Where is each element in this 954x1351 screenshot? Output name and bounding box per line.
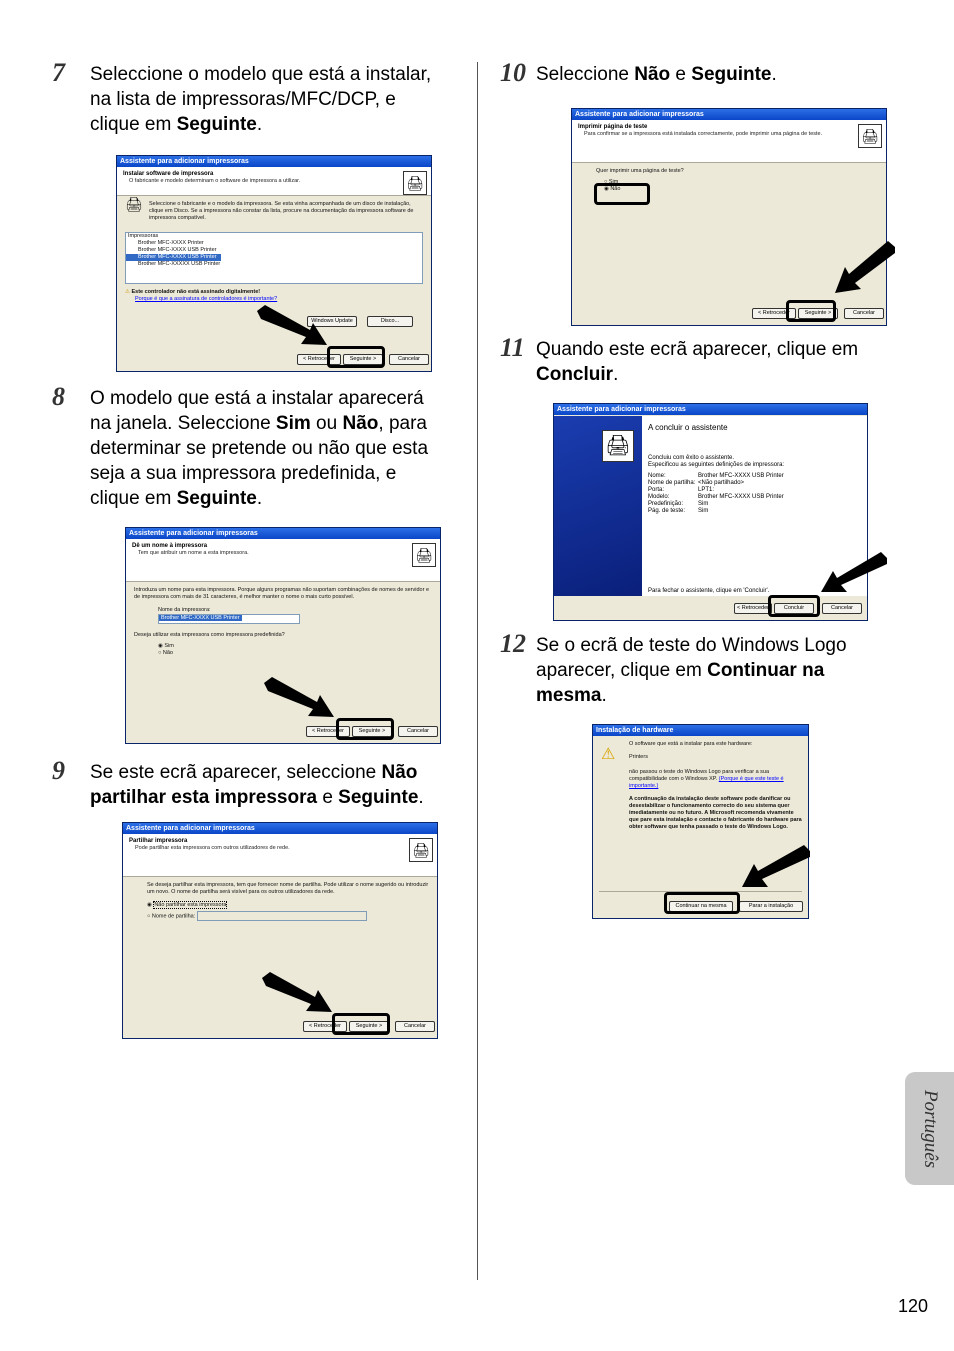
step-8-line-3: determinar se pretende ou não que esta	[90, 438, 429, 459]
text: , para	[378, 413, 427, 434]
dialog-header	[572, 120, 886, 163]
step-10-line-1	[536, 62, 936, 87]
step-7-text	[90, 62, 470, 137]
dialog-title: Assistente para adicionar impressoras	[554, 404, 867, 415]
warning-text: Este controlador não está assinado digitalmente!	[131, 289, 261, 295]
step-7-line-3	[90, 112, 470, 137]
list-item[interactable]: Brother MFC-XXXXX USB Printer	[138, 261, 221, 267]
step-7-line-2: na lista de impressoras/MFC/DCP, e	[90, 89, 396, 110]
dialog-title: Assistente para adicionar impressoras	[117, 156, 431, 167]
settings-row	[648, 487, 861, 494]
name-row	[134, 614, 432, 624]
text: .	[771, 64, 777, 85]
dialog-title: Assistente para adicionar impressoras	[123, 823, 437, 834]
step-8-number: 8	[52, 382, 65, 411]
printer-icon: 🖨	[409, 838, 433, 862]
logo-test-text	[629, 769, 802, 790]
step-9-number: 9	[52, 756, 65, 785]
step-12-line-1: Se o ecrã de teste do Windows Logo	[536, 635, 847, 656]
name-label: Nome da impressora:	[158, 607, 211, 613]
next-button[interactable]: Seguinte >	[798, 308, 838, 319]
arrow-icon	[833, 241, 897, 297]
printer-small-icon: 🖨	[125, 196, 143, 212]
arrow-icon	[255, 305, 330, 350]
bold-text: Não	[342, 413, 379, 434]
finish-button[interactable]: Concluir	[774, 603, 814, 614]
radio-share[interactable]: ○ Nome de partilha:	[131, 911, 429, 921]
text: e	[317, 787, 339, 808]
bold-text: Sim	[275, 413, 311, 434]
warning-icon: ⚠	[125, 289, 130, 295]
step-8-text	[90, 386, 470, 511]
column-divider	[477, 62, 478, 1280]
step-10-text	[536, 62, 936, 87]
disk-button[interactable]: Disco...	[367, 316, 413, 327]
device-name: Printers	[629, 754, 648, 760]
text: clique em	[90, 488, 177, 509]
step-12-number: 12	[500, 629, 526, 658]
bold-text: partilhar esta impressora	[90, 787, 318, 808]
highlight-box	[332, 1013, 390, 1035]
setting-key: Nome:	[648, 473, 666, 479]
dialog-header	[126, 539, 440, 582]
text: e	[670, 64, 692, 85]
step-7-number: 7	[52, 58, 65, 87]
bold-text: Seguinte	[338, 787, 419, 808]
setting-key: Nome de partilha:	[648, 480, 696, 486]
highlight-box	[327, 346, 385, 368]
default-question: Deseja utilizar esta impressora como impressora predefinida?	[134, 632, 285, 638]
highlight-box	[336, 718, 394, 740]
list-item-selected[interactable]: Brother MFC-XXXX USB Printer	[126, 254, 221, 261]
cancel-button[interactable]: Cancelar	[822, 603, 862, 614]
share-name-input[interactable]	[197, 911, 367, 921]
step-10-number: 10	[500, 58, 526, 87]
step-12-line-3	[536, 683, 936, 708]
bold-text: Não	[381, 762, 418, 783]
list-item[interactable]: Brother MFC-XXXX USB Printer	[138, 247, 217, 253]
dialog-subheading: Para confirmar se a impressora está instalada correctamente, pode imprimir uma página de teste.	[584, 131, 823, 137]
step-9-line-1	[90, 760, 470, 785]
back-button[interactable]: < Retroceder	[306, 726, 350, 737]
logo-test-link[interactable]: (Porque é que este teste é importante.)	[629, 776, 784, 789]
cancel-button[interactable]: Cancelar	[395, 1021, 435, 1032]
list-header: Impressoras	[128, 233, 159, 239]
settings-row	[648, 508, 861, 515]
bold-text: Não	[634, 64, 671, 85]
step-9-line-2	[90, 785, 470, 810]
step-11-text	[536, 337, 936, 387]
step-12-line-2	[536, 658, 936, 683]
step-7-line-1: Seleccione o modelo que está a instalar,	[90, 64, 432, 85]
radio-no-share[interactable]: ◉ Não partilhar esta impressora	[147, 902, 227, 908]
arrow-icon	[262, 677, 337, 722]
back-button[interactable]: < Retroceder	[303, 1021, 347, 1032]
settings-row	[648, 473, 861, 480]
warning-icon: ⚠	[601, 746, 616, 763]
printer-icon: 🖨	[602, 430, 634, 462]
page-number: 120	[897, 1296, 928, 1316]
radio-yes-label: Sim	[164, 643, 174, 649]
dialog-body	[117, 196, 431, 308]
unsigned-warning	[125, 289, 423, 296]
setting-value: Sim	[698, 508, 709, 514]
stop-install-button[interactable]: Parar a instalação	[739, 901, 803, 912]
cancel-button[interactable]: Cancelar	[389, 354, 429, 365]
settings-table	[648, 473, 861, 515]
text: .	[256, 488, 263, 509]
text: Se este ecrã aparecer, seleccione	[90, 762, 382, 783]
highlight-box	[594, 183, 650, 205]
step-11-line-1: Quando este ecrã aparecer, clique em	[536, 339, 859, 360]
cancel-button[interactable]: Cancelar	[398, 726, 438, 737]
dialog-body	[126, 582, 440, 662]
bold-text: Seguinte	[691, 64, 772, 85]
step-8-line-1: O modelo que está a instalar aparecerá	[90, 388, 424, 409]
text: na janela. Seleccione	[90, 413, 276, 434]
wizard-intro-2: Especificou as seguintes definições de impressora:	[648, 462, 785, 468]
language-tab	[905, 1072, 954, 1185]
radio-no-label: Não	[162, 650, 173, 656]
radio-yes[interactable]: ○ Sim	[604, 179, 619, 185]
wizard-banner	[554, 416, 642, 596]
dialog-body	[123, 877, 437, 926]
arrow-icon	[819, 552, 889, 596]
step-8-line-4: seja a sua impressora predefinida, e	[90, 463, 397, 484]
bold-text: Concluir	[536, 364, 614, 385]
language-label: Português	[919, 1089, 941, 1168]
dialog-title: Instalação de hardware	[593, 725, 808, 736]
setting-key: Pág. de teste:	[648, 508, 686, 514]
settings-row	[648, 494, 861, 501]
text: aparecer, clique em	[536, 660, 708, 681]
step-11-line-2	[536, 362, 936, 387]
dialog-hardware-install	[592, 724, 809, 919]
bold-text: Continuar na	[707, 660, 825, 681]
wizard-footer: Para fechar o assistente, clique em 'Concluir'.	[648, 588, 770, 594]
text: .	[256, 114, 263, 135]
radio-no-label: Não	[610, 186, 621, 192]
back-button[interactable]: < Retroceder	[297, 354, 341, 365]
setting-value: Sim	[698, 501, 709, 507]
dialog-header	[123, 834, 437, 877]
instructions-text: Introduza um nome para esta impressora. Porque alguns programas não suportam combinações de nomes de servidor e de impressora com mais de 31 caracteres, é melhor manter o nome o mais curto possível.	[134, 587, 430, 600]
next-button[interactable]: Seguinte >	[343, 354, 383, 365]
text: .	[418, 787, 424, 808]
next-button[interactable]: Seguinte >	[349, 1021, 389, 1032]
logo-test-message: não passou o teste do Windows Logo para verificar a sua compatibilidade com o Windows XP.	[629, 769, 770, 782]
setting-value: LPT1:	[698, 487, 715, 493]
dialog-subheading: Pode partilhar esta impressora com outros utilizadores de rede.	[135, 845, 290, 851]
text: clique em	[90, 114, 177, 135]
back-button[interactable]: < Retroceder	[752, 308, 796, 319]
step-11-number: 11	[500, 333, 525, 362]
dialog-title: Assistente para adicionar impressoras	[572, 109, 886, 120]
dialog-title: Assistente para adicionar impressoras	[126, 528, 440, 539]
printer-name-input[interactable]	[158, 614, 300, 624]
radio-yes[interactable]: ◉ Sim	[158, 643, 174, 649]
dialog-heading: Partilhar impressora	[129, 838, 188, 844]
radio-no[interactable]: ○ Não	[158, 650, 173, 656]
setting-key: Modelo:	[648, 494, 670, 500]
text: .	[613, 364, 619, 385]
highlight-box	[768, 595, 820, 617]
setting-value: Brother MFC-XXXX USB Printer	[698, 494, 784, 500]
next-button[interactable]: Seguinte >	[352, 726, 392, 737]
setting-value: <Não partilhado>	[698, 480, 745, 486]
step-12-text	[536, 633, 936, 708]
signing-info-link[interactable]: Porque é que a assinatura de controladores é importante?	[135, 296, 278, 302]
wizard-heading: A concluir o assistente	[648, 423, 728, 432]
arrow-icon	[740, 845, 812, 889]
dialog-heading: Instalar software de impressora	[123, 171, 214, 177]
step-8-line-5	[90, 486, 470, 511]
dialog-subheading: Tem que atribuir um nome a esta impressora.	[138, 550, 249, 556]
test-question: Quer imprimir uma página de teste?	[596, 168, 684, 174]
printer-icon: 🖨	[412, 543, 436, 567]
text: ou	[310, 413, 343, 434]
radio-no-share-label: Não partilhar esta impressora	[154, 902, 227, 908]
printer-name-value: Brother MFC-XXXX USB Printer	[161, 615, 240, 621]
windows-update-button[interactable]: Windows Update	[307, 316, 357, 327]
settings-row	[648, 480, 861, 487]
instructions-text: Se deseja partilhar esta impressora, tem que fornecer nome de partilha. Pode utilizar o nome sugerido ou introduzir um novo. O nome de partilha será visível para os outros utilizadores da rede.	[147, 882, 429, 895]
step-8-line-2	[90, 411, 470, 436]
install-warning: A continuação da instalação deste software pode danificar ou desestabilizar o funcionamento correcto do seu sistema quer imediatamente ou no futuro. A Microsoft recomenda vivamente que pare esta instalação e contacte o fabricante do hardware para obter software que tenha passado o teste do Windows Logo.	[629, 796, 802, 830]
cancel-button[interactable]: Cancelar	[844, 308, 884, 319]
warning-intro: O software que está a instalar para este hardware:	[629, 741, 753, 747]
wizard-intro: Concluiu com êxito o assistente.	[648, 455, 735, 461]
printer-icon: 🖨	[403, 171, 427, 195]
dialog-body	[593, 736, 808, 836]
instructions-text: Seleccione o fabricante e o modelo da impressora. Se esta vinha acompanhada de um disco de instalação, clique em Disco. Se a impressora não constar da lista, procure na documentação da impressora software de impressora compatível.	[149, 201, 414, 221]
text: .	[601, 685, 607, 706]
settings-row	[648, 501, 861, 508]
continue-anyway-button[interactable]: Continuar na mesma	[669, 901, 733, 912]
dialog-subheading: O fabricante e modelo determinam o software de impressora a utilizar.	[129, 178, 301, 184]
dialog-heading: Dê um nome à impressora	[132, 543, 208, 549]
radio-yes-label: Sim	[608, 179, 619, 185]
dialog-heading: Imprimir página de teste	[578, 124, 648, 130]
setting-value: Brother MFC-XXXX USB Printer	[698, 473, 784, 479]
radio-no[interactable]: ◉ Não	[604, 186, 621, 192]
bold-text: Seguinte	[176, 488, 257, 509]
printer-icon: 🖨	[858, 124, 882, 148]
highlight-box	[664, 892, 740, 914]
printer-list[interactable]	[125, 232, 423, 284]
back-button[interactable]: < Retroceder	[734, 603, 772, 614]
bold-text: mesma	[536, 685, 602, 706]
arrow-icon	[260, 972, 335, 1017]
bold-text: Seguinte	[176, 114, 257, 135]
radio-share-label: Nome de partilha:	[151, 913, 196, 920]
highlight-box	[786, 300, 836, 322]
setting-key: Predefinição:	[648, 501, 684, 507]
instructions	[125, 196, 423, 222]
setting-key: Porta:	[648, 487, 665, 493]
dialog-header	[117, 167, 431, 196]
list-item[interactable]: Brother MFC-XXXX Printer	[138, 240, 204, 246]
step-9-text	[90, 760, 470, 810]
text: Seleccione	[536, 64, 635, 85]
